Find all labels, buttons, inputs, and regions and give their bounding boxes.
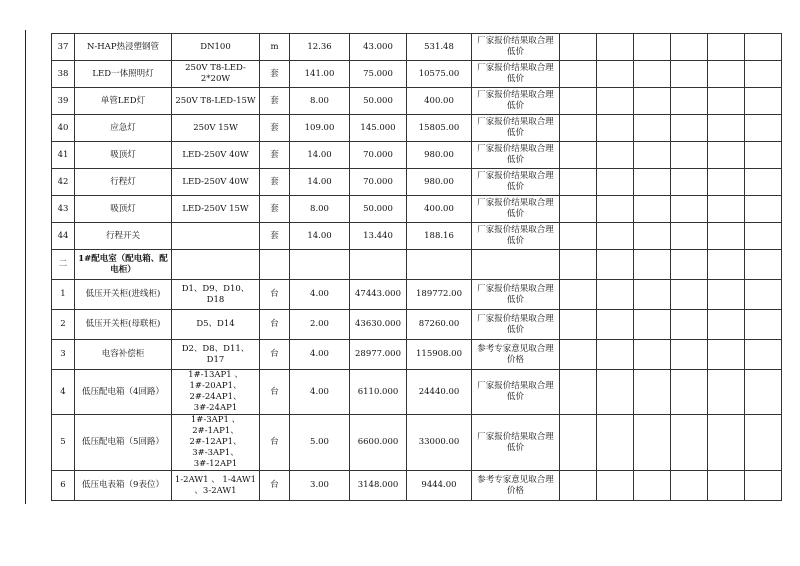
cell-total: 115908.00 [407,340,472,370]
cell-price: 145.000 [350,115,407,142]
cell-spec: 250V T8-LED-2*20W [172,61,260,88]
table-row [52,223,782,250]
cell-total: 24440.00 [407,370,472,415]
cell-price: 3148.000 [350,471,407,501]
cell-no: 5 [52,415,75,471]
cell-total [407,250,472,280]
cell-total: 87260.00 [407,310,472,340]
cell-price: 70.000 [350,169,407,196]
cell-total: 980.00 [407,142,472,169]
cell-total: 400.00 [407,88,472,115]
cell-qty: 14.00 [290,169,350,196]
cell-empty [560,142,597,169]
cell-no: 39 [52,88,75,115]
price-table [51,33,782,501]
cell-empty [708,169,745,196]
cell-no: 42 [52,169,75,196]
cell-no: 4 [52,370,75,415]
cell-name: 低压电表箱（9表位） [75,471,172,501]
cell-qty: 12.36 [290,34,350,61]
cell-empty [560,61,597,88]
cell-spec: 1-2AW1 、 1-4AW1 、3-2AW1 [172,471,260,501]
cell-total: 188.16 [407,223,472,250]
cell-unit [260,250,290,280]
cell-empty [597,61,634,88]
cell-empty [634,88,671,115]
cell-spec: LED-250V 15W [172,196,260,223]
cell-name: 低压配电箱（5回路） [75,415,172,471]
cell-remark: 参考专家意见取合理价格 [472,340,560,370]
table-row [52,370,782,415]
cell-total: 9444.00 [407,471,472,501]
cell-empty [708,280,745,310]
cell-price: 43630.000 [350,310,407,340]
cell-price: 70.000 [350,142,407,169]
cell-empty [708,88,745,115]
cell-empty [634,370,671,415]
cell-total: 980.00 [407,169,472,196]
cell-name: 低压配电箱（4回路） [75,370,172,415]
cell-unit: 台 [260,471,290,501]
cell-empty [560,34,597,61]
cell-empty [597,115,634,142]
cell-empty [745,250,782,280]
table-row [52,310,782,340]
cell-no: 1 [52,280,75,310]
cell-empty [560,223,597,250]
table-row [52,196,782,223]
cell-empty [671,370,708,415]
cell-qty: 3.00 [290,471,350,501]
cell-spec: D5、D14 [172,310,260,340]
cell-qty: 14.00 [290,223,350,250]
cell-unit: 套 [260,196,290,223]
cell-empty [560,280,597,310]
table-row [52,280,782,310]
cell-remark [472,250,560,280]
cell-no: 二 [52,250,75,280]
cell-empty [708,34,745,61]
cell-empty [597,415,634,471]
cell-spec: D1、D9、D10、D18 [172,280,260,310]
table-row [52,340,782,370]
cell-no: 6 [52,471,75,501]
cell-empty [745,169,782,196]
cell-unit: 套 [260,88,290,115]
cell-empty [560,196,597,223]
cell-no: 3 [52,340,75,370]
cell-empty [671,280,708,310]
cell-name: 吸顶灯 [75,196,172,223]
cell-empty [708,415,745,471]
cell-unit: 套 [260,61,290,88]
cell-empty [560,415,597,471]
cell-qty: 141.00 [290,61,350,88]
cell-qty: 4.00 [290,340,350,370]
cell-name: 单管LED灯 [75,88,172,115]
cell-spec: 1#-3AP1 、 2#-1AP1、2#-12AP1、 3#-3AP1、3#-12AP1 [172,415,260,471]
cell-name: LED一体照明灯 [75,61,172,88]
cell-qty: 109.00 [290,115,350,142]
cell-remark: 厂家报价结果取合理低价 [472,223,560,250]
cell-empty [671,310,708,340]
cell-no: 44 [52,223,75,250]
cell-name: 电容补偿柜 [75,340,172,370]
cell-unit: 套 [260,115,290,142]
cell-unit: 套 [260,169,290,196]
cell-total: 10575.00 [407,61,472,88]
cell-empty [597,250,634,280]
cell-empty [745,280,782,310]
cell-unit: 台 [260,280,290,310]
cell-empty [597,310,634,340]
cell-name: N-HAP热浸塑钢管 [75,34,172,61]
cell-empty [671,471,708,501]
cell-price: 50.000 [350,88,407,115]
cell-empty [745,142,782,169]
cell-qty: 4.00 [290,370,350,415]
cell-no: 38 [52,61,75,88]
cell-total: 531.48 [407,34,472,61]
cell-no: 41 [52,142,75,169]
cell-remark: 厂家报价结果取合理低价 [472,115,560,142]
cell-empty [671,61,708,88]
cell-remark: 厂家报价结果取合理低价 [472,88,560,115]
cell-unit: 台 [260,340,290,370]
cell-no: 37 [52,34,75,61]
cell-price [350,250,407,280]
cell-name: 行程开关 [75,223,172,250]
cell-empty [671,250,708,280]
cell-price: 50.000 [350,196,407,223]
cell-remark: 厂家报价结果取合理低价 [472,142,560,169]
cell-qty: 5.00 [290,415,350,471]
cell-empty [634,142,671,169]
cell-price: 13.440 [350,223,407,250]
cell-empty [708,142,745,169]
cell-qty: 2.00 [290,310,350,340]
cell-unit: 台 [260,370,290,415]
cell-remark: 厂家报价结果取合理低价 [472,169,560,196]
cell-qty [290,250,350,280]
cell-empty [671,88,708,115]
cell-qty: 14.00 [290,142,350,169]
cell-empty [671,169,708,196]
cell-remark: 厂家报价结果取合理低价 [472,280,560,310]
cell-spec [172,250,260,280]
cell-remark: 厂家报价结果取合理低价 [472,415,560,471]
table-row [52,88,782,115]
cell-spec: 250V T8-LED-15W [172,88,260,115]
cell-empty [597,370,634,415]
cell-empty [671,340,708,370]
cell-empty [597,280,634,310]
cell-price: 75.000 [350,61,407,88]
cell-spec: LED-250V 40W [172,169,260,196]
cell-qty: 8.00 [290,88,350,115]
cell-empty [597,142,634,169]
cell-remark: 厂家报价结果取合理低价 [472,34,560,61]
cell-empty [745,340,782,370]
cell-no: 2 [52,310,75,340]
cell-name: 1#配电室（配电箱、配电柜） [75,250,172,280]
cell-remark: 厂家报价结果取合理低价 [472,196,560,223]
cell-price: 43.000 [350,34,407,61]
cell-empty [745,223,782,250]
page-margin-line [25,30,26,504]
cell-empty [634,250,671,280]
cell-name: 低压开关柜(进线柜) [75,280,172,310]
cell-empty [560,471,597,501]
cell-empty [708,61,745,88]
cell-empty [708,310,745,340]
cell-empty [597,471,634,501]
cell-empty [745,61,782,88]
cell-spec [172,223,260,250]
cell-unit: 台 [260,310,290,340]
cell-empty [745,471,782,501]
cell-empty [634,196,671,223]
section-header-row [52,250,782,280]
cell-price: 6110.000 [350,370,407,415]
cell-empty [560,88,597,115]
cell-empty [745,415,782,471]
table-row [52,415,782,471]
cell-empty [634,280,671,310]
cell-remark: 厂家报价结果取合理低价 [472,61,560,88]
cell-empty [597,223,634,250]
cell-empty [560,250,597,280]
cell-empty [708,471,745,501]
cell-total: 400.00 [407,196,472,223]
cell-empty [671,142,708,169]
cell-empty [597,169,634,196]
cell-empty [560,340,597,370]
cell-unit: 套 [260,223,290,250]
cell-empty [708,115,745,142]
cell-empty [597,34,634,61]
table-row [52,34,782,61]
cell-empty [560,310,597,340]
cell-total: 189772.00 [407,280,472,310]
cell-empty [708,223,745,250]
cell-empty [634,61,671,88]
cell-empty [634,310,671,340]
cell-no: 43 [52,196,75,223]
cell-name: 行程灯 [75,169,172,196]
cell-total: 33000.00 [407,415,472,471]
cell-qty: 8.00 [290,196,350,223]
table-row [52,142,782,169]
cell-unit: 套 [260,142,290,169]
cell-empty [708,196,745,223]
cell-empty [745,34,782,61]
cell-empty [597,340,634,370]
cell-no: 40 [52,115,75,142]
cell-empty [671,34,708,61]
cell-empty [671,196,708,223]
cell-empty [634,223,671,250]
cell-empty [745,310,782,340]
cell-empty [560,169,597,196]
cell-empty [745,115,782,142]
cell-empty [671,223,708,250]
cell-empty [634,169,671,196]
cell-empty [634,34,671,61]
cell-empty [634,471,671,501]
cell-price: 28977.000 [350,340,407,370]
cell-empty [708,250,745,280]
cell-name: 吸顶灯 [75,142,172,169]
cell-spec: 250V 15W [172,115,260,142]
cell-unit: 台 [260,415,290,471]
cell-empty [634,415,671,471]
cell-empty [745,196,782,223]
cell-empty [634,115,671,142]
cell-name: 低压开关柜(母联柜) [75,310,172,340]
table-row [52,115,782,142]
cell-price: 6600.000 [350,415,407,471]
cell-spec: D2、D8、D11、D17 [172,340,260,370]
cell-empty [560,115,597,142]
cell-empty [708,370,745,415]
cell-spec: DN100 [172,34,260,61]
cell-spec: 1#-13AP1 、 1#-20AP1、2#-24AP1、3#-24AP1 [172,370,260,415]
table-row [52,61,782,88]
cell-empty [597,196,634,223]
cell-remark: 参考专家意见取合理价格 [472,471,560,501]
cell-spec: LED-250V 40W [172,142,260,169]
cell-price: 47443.000 [350,280,407,310]
cell-empty [671,415,708,471]
cell-empty [634,340,671,370]
cell-empty [745,88,782,115]
cell-empty [708,340,745,370]
cell-name: 应急灯 [75,115,172,142]
cell-remark: 厂家报价结果取合理低价 [472,310,560,340]
cell-empty [597,88,634,115]
cell-empty [560,370,597,415]
cell-empty [671,115,708,142]
cell-qty: 4.00 [290,280,350,310]
table-body [52,34,782,501]
cell-unit: m [260,34,290,61]
cell-empty [745,370,782,415]
cell-remark: 厂家报价结果取合理低价 [472,370,560,415]
table-row [52,169,782,196]
cell-total: 15805.00 [407,115,472,142]
table-row [52,471,782,501]
